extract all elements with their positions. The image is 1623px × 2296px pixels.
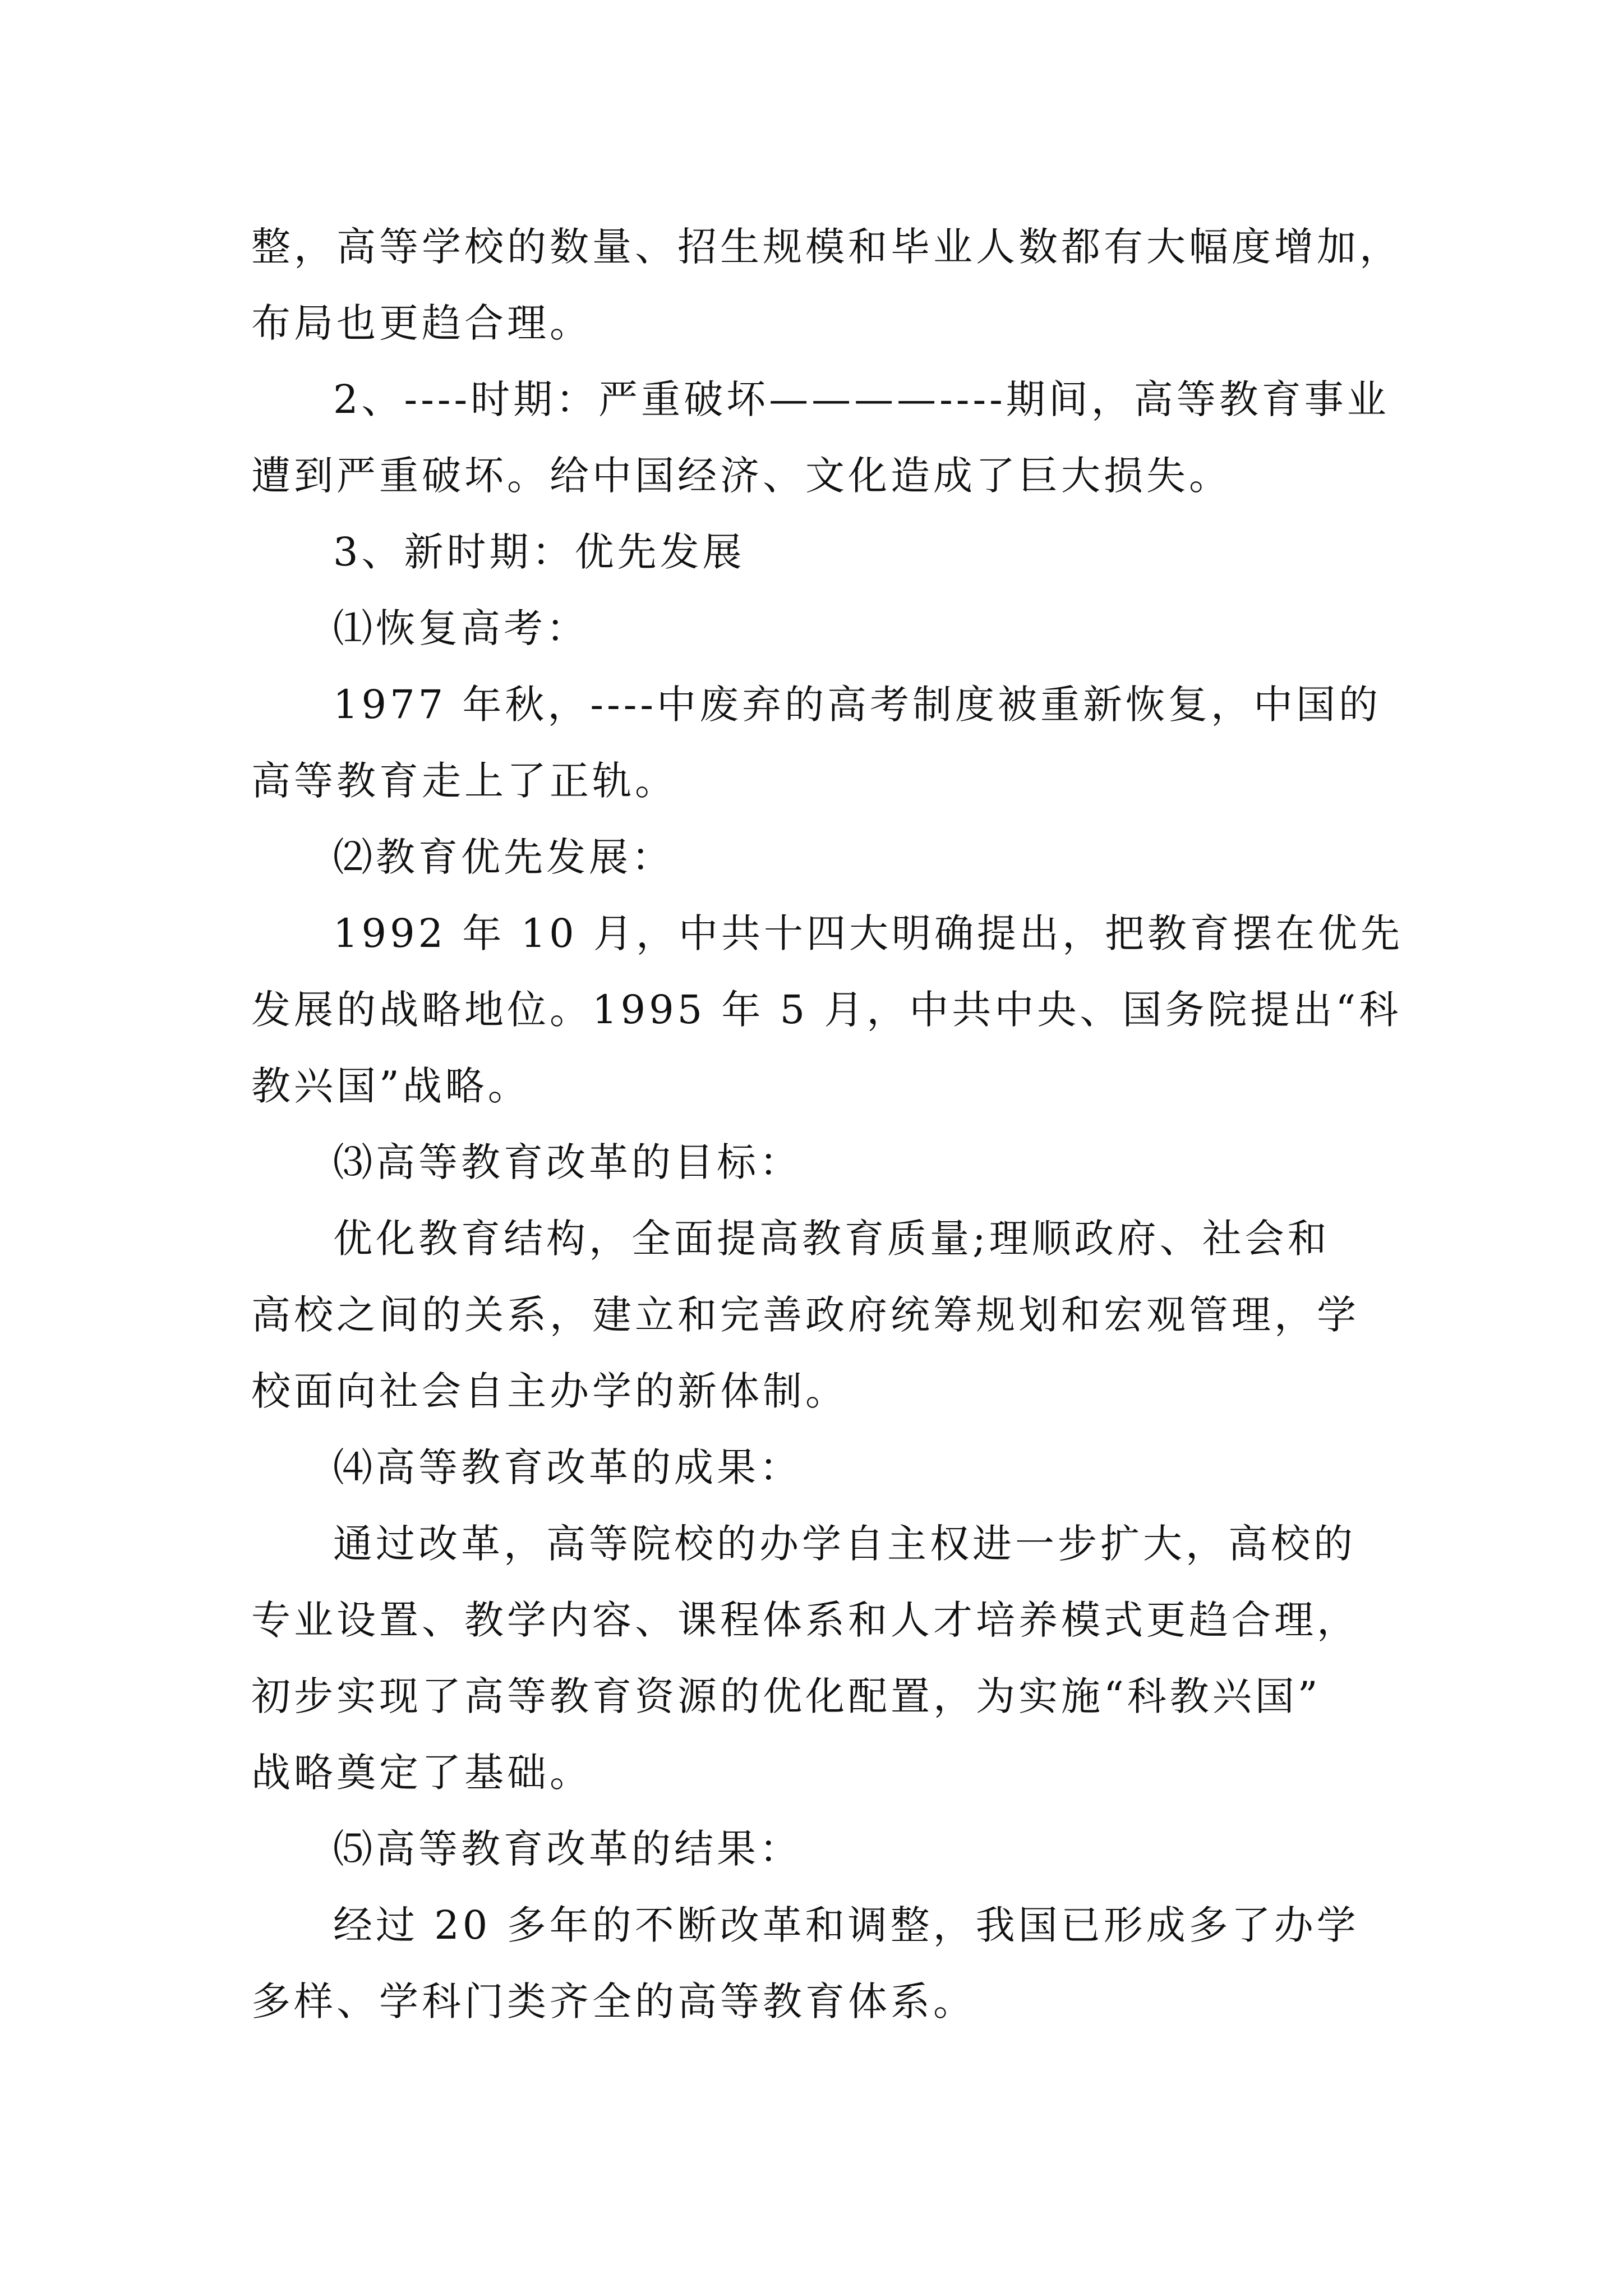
text-line: 布局也更趋合理。 xyxy=(251,300,592,346)
text-line: 高校之间的关系，建立和完善政府统筹规划和宏观管理，学 xyxy=(251,1292,1359,1338)
text-line: 2、----时期：严重破坏————----期间，高等教育事业 xyxy=(333,376,1390,422)
text-line: 校面向社会自主办学的新体制。 xyxy=(251,1368,848,1414)
text-line: 优化教育结构，全面提高教育质量;理顺政府、社会和 xyxy=(333,1216,1330,1262)
text-line: 初步实现了高等教育资源的优化配置，为实施“科教兴国” xyxy=(251,1673,1321,1719)
text-line: 经过 20 多年的不断改革和调整，我国已形成多了办学 xyxy=(333,1902,1359,1948)
text-line: 3、新时期：优先发展 xyxy=(333,529,745,575)
text-line: 1992 年 10 月，中共十四大明确提出，把教育摆在优先 xyxy=(333,910,1403,956)
text-line: 通过改革，高等院校的办学自主权进一步扩大，高校的 xyxy=(333,1521,1356,1567)
text-line: 多样、学科门类齐全的高等教育体系。 xyxy=(251,1978,976,2024)
text-line: 遭到严重破坏。给中国经济、文化造成了巨大损失。 xyxy=(251,453,1232,499)
text-line: 发展的战略地位。1995 年 5 月，中共中央、国务院提出“科 xyxy=(251,987,1402,1033)
text-line: 教兴国”战略。 xyxy=(251,1063,531,1109)
text-line: ⑴恢复高考： xyxy=(333,605,589,651)
text-line: ⑶高等教育改革的目标： xyxy=(333,1139,802,1185)
text-line: 战略奠定了基础。 xyxy=(251,1750,592,1796)
text-line: 1977 年秋，----中废弃的高考制度被重新恢复，中国的 xyxy=(333,682,1382,728)
text-line: ⑵教育优先发展： xyxy=(333,834,674,880)
text-line: ⑷高等教育改革的成果： xyxy=(333,1444,802,1490)
text-line: ⑸高等教育改革的结果： xyxy=(333,1826,802,1872)
text-line: 整，高等学校的数量、招生规模和毕业人数都有大幅度增加， xyxy=(251,224,1402,270)
text-line: 专业设置、教学内容、课程体系和人才培养模式更趋合理， xyxy=(251,1597,1359,1643)
text-line: 高等教育走上了正轨。 xyxy=(251,758,677,804)
